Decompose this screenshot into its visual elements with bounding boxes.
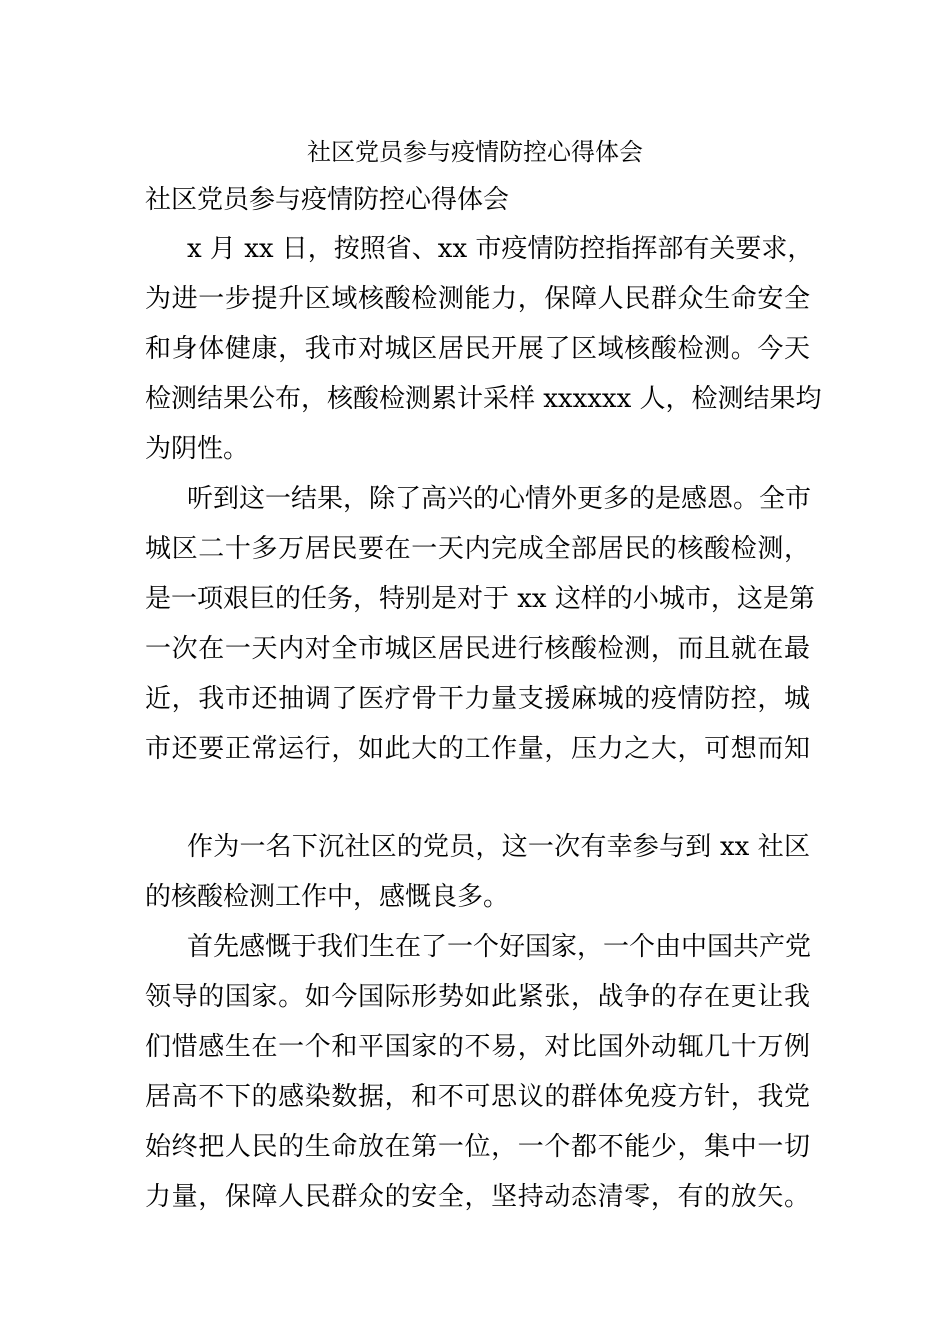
paragraph-line: 作为一名下沉社区的党员，这一次有幸参与到 xx 社区 [187, 832, 810, 862]
paragraph-line: 为阴性。 [145, 434, 250, 464]
paragraph-line: 检测结果公布，核酸检测累计采样 xxxxxx 人，检测结果均 [145, 384, 822, 414]
paragraph-line: 城区二十多万居民要在一天内完成全部居民的核酸检测， [145, 534, 810, 564]
document-title: 社区党员参与疫情防控心得体会 [307, 138, 643, 166]
paragraph-line: 领导的国家。如今国际形势如此紧张，战争的存在更让我 [145, 982, 810, 1012]
paragraph-line: 近，我市还抽调了医疗骨干力量支援麻城的疫情防控，城 [145, 684, 810, 714]
paragraph-line: 始终把人民的生命放在第一位，一个都不能少，集中一切 [145, 1132, 810, 1162]
paragraph-4 [145, 922, 810, 1222]
paragraph-1 [145, 224, 822, 474]
paragraph-line: 居高不下的感染数据，和不可思议的群体免疫方针，我党 [145, 1082, 810, 1112]
paragraph-line: 为进一步提升区域核酸检测能力，保障人民群众生命安全 [145, 284, 810, 314]
paragraph-2 [145, 474, 815, 774]
paragraph-line: 一次在一天内对全市城区居民进行核酸检测，而且就在最 [145, 634, 810, 664]
paragraph-line: 是一项艰巨的任务，特别是对于 xx 这样的小城市，这是第 [145, 584, 815, 614]
paragraph-line: 力量，保障人民群众的安全，坚持动态清零，有的放矢。 [145, 1182, 810, 1212]
paragraph-line: 首先感慨于我们生在了一个好国家，一个由中国共产党 [187, 932, 812, 962]
paragraph-line: 的核酸检测工作中，感慨良多。 [145, 882, 510, 912]
paragraph-line: 们惜感生在一个和平国家的不易，对比国外动辄几十万例 [145, 1032, 810, 1062]
paragraph-line: 听到这一结果，除了高兴的心情外更多的是感恩。全市 [187, 484, 812, 514]
paragraph-line: 和身体健康，我市对城区居民开展了区域核酸检测。今天 [145, 334, 810, 364]
paragraph-line: 市还要正常运行，如此大的工作量，压力之大，可想而知 [145, 734, 810, 764]
paragraph-3 [145, 822, 810, 922]
document-subtitle: 社区党员参与疫情防控心得体会 [145, 185, 510, 215]
paragraph-line: x 月 xx 日，按照省、xx 市疫情防控指挥部有关要求， [187, 234, 814, 264]
